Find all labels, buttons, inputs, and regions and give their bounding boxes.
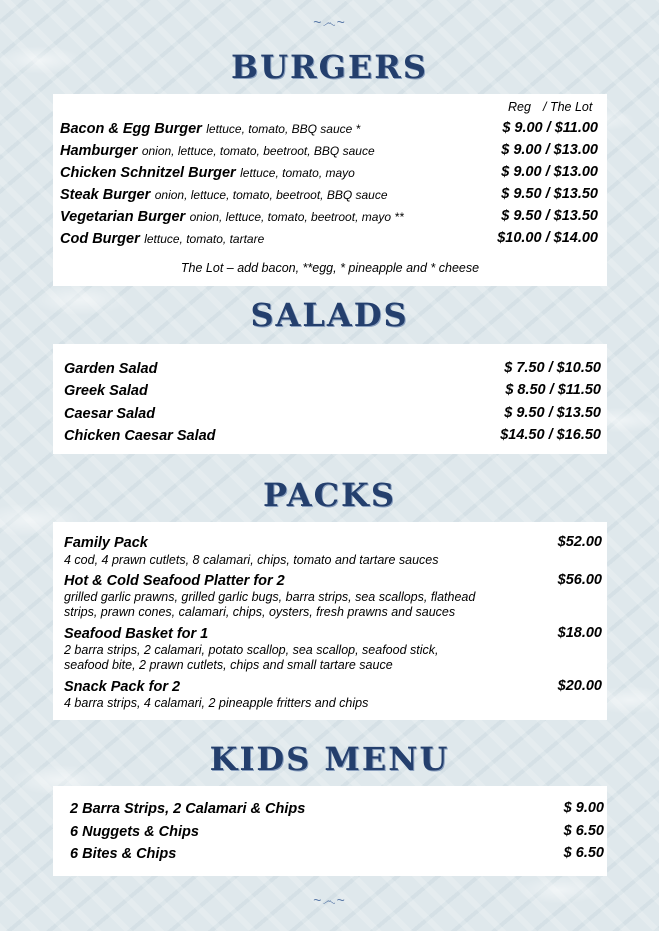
- the-lot-note: The Lot – add bacon, **egg, * pineapple and * cheese: [180, 261, 480, 275]
- item-name: Garden Salad: [64, 361, 158, 377]
- item-price: $ 7.50 / $10.50: [504, 360, 601, 376]
- burger-row: [60, 120, 598, 138]
- item-name: Greek Salad: [64, 383, 148, 399]
- salad-row: [64, 382, 601, 400]
- item-name: Cod Burger: [60, 231, 140, 247]
- item-desc: grilled garlic prawns, grilled garlic bugs, barra strips, sea scallops, flathead: [64, 590, 476, 604]
- burgers-panel: [53, 94, 607, 286]
- item-price: $ 8.50 / $11.50: [505, 382, 601, 398]
- item-desc: seafood bite, 2 prawn cutlets, chips and small tartare sauce: [64, 658, 393, 672]
- pack-row: [64, 678, 602, 696]
- salad-row: [64, 360, 601, 378]
- item-price: $56.00: [557, 572, 602, 588]
- item-price: $ 6.50: [563, 823, 604, 839]
- item-name: Snack Pack for 2: [64, 679, 181, 695]
- col-reg-label: Reg: [508, 100, 531, 114]
- item-desc: 2 barra strips, 2 calamari, potato scallop, sea scallop, seafood stick,: [64, 643, 439, 657]
- item-name: 6 Nuggets & Chips: [70, 824, 199, 840]
- packs-heading: PACKS: [263, 476, 396, 514]
- item-name: 6 Bites & Chips: [70, 846, 177, 862]
- item-name: Seafood Basket for 1: [64, 626, 209, 642]
- item-desc: onion, lettuce, tomato, beetroot, BBQ sauce: [141, 144, 375, 158]
- salads-heading: SALADS: [250, 296, 409, 334]
- item-name: Hamburger: [60, 143, 138, 159]
- burger-row: [60, 142, 598, 160]
- item-desc: strips, prawn cones, calamari, chips, oysters, fresh prawns and sauces: [64, 605, 456, 619]
- salad-row: [64, 427, 601, 445]
- item-name: Chicken Schnitzel Burger: [60, 165, 236, 181]
- item-price: $18.00: [557, 625, 602, 641]
- col-lot-label: / The Lot: [543, 100, 593, 114]
- burger-row: [60, 186, 598, 204]
- item-price: $ 9.00 / $13.00: [501, 164, 598, 180]
- item-desc: onion, lettuce, tomato, beetroot, BBQ sauce: [154, 188, 388, 202]
- item-price: $20.00: [557, 678, 602, 694]
- item-price: $ 9.50 / $13.50: [501, 208, 598, 224]
- item-price: $ 9.50 / $13.50: [504, 405, 601, 421]
- item-desc: lettuce, tomato, BBQ sauce *: [206, 122, 361, 136]
- kids-panel: [53, 786, 607, 876]
- item-price: $ 9.00 / $11.00: [502, 120, 598, 136]
- pack-row: [64, 572, 602, 590]
- item-price: $ 6.50: [563, 845, 604, 861]
- burger-row: [60, 230, 598, 248]
- salad-row: [64, 405, 601, 423]
- item-name: Vegetarian Burger: [60, 209, 186, 225]
- item-name: Hot & Cold Seafood Platter for 2: [64, 573, 285, 589]
- bottom-flourish-ornament: ~෴~: [313, 892, 346, 908]
- item-name: Family Pack: [64, 535, 148, 551]
- item-name: 2 Barra Strips, 2 Calamari & Chips: [70, 801, 306, 817]
- burger-row: [60, 164, 598, 182]
- item-price: $52.00: [557, 534, 602, 550]
- top-flourish-ornament: ~෴~: [313, 14, 346, 30]
- pack-row: [64, 625, 602, 643]
- burger-row: [60, 208, 598, 226]
- kids-menu-heading: KIDS MENU: [209, 740, 450, 778]
- item-desc: lettuce, tomato, tartare: [144, 232, 265, 246]
- item-price: $10.00 / $14.00: [497, 230, 598, 246]
- item-name: Bacon & Egg Burger: [60, 121, 202, 137]
- kids-row: [70, 800, 604, 818]
- item-name: Steak Burger: [60, 187, 151, 203]
- salads-panel: [53, 344, 607, 454]
- kids-row: [70, 845, 604, 863]
- item-price: $ 9.50 / $13.50: [501, 186, 598, 202]
- burgers-heading: BURGERS: [231, 48, 428, 86]
- kids-row: [70, 823, 604, 841]
- item-name: Chicken Caesar Salad: [64, 428, 216, 444]
- item-desc: onion, lettuce, tomato, beetroot, mayo **: [189, 210, 404, 224]
- item-name: Caesar Salad: [64, 406, 156, 422]
- item-price: $14.50 / $16.50: [500, 427, 601, 443]
- item-desc: lettuce, tomato, mayo: [240, 166, 355, 180]
- pack-row: [64, 534, 602, 552]
- item-price: $ 9.00: [563, 800, 604, 816]
- packs-panel: [53, 522, 607, 720]
- item-desc: 4 barra strips, 4 calamari, 2 pineapple fritters and chips: [64, 696, 369, 710]
- item-price: $ 9.00 / $13.00: [501, 142, 598, 158]
- item-desc: 4 cod, 4 prawn cutlets, 8 calamari, chips, tomato and tartare sauces: [64, 553, 439, 567]
